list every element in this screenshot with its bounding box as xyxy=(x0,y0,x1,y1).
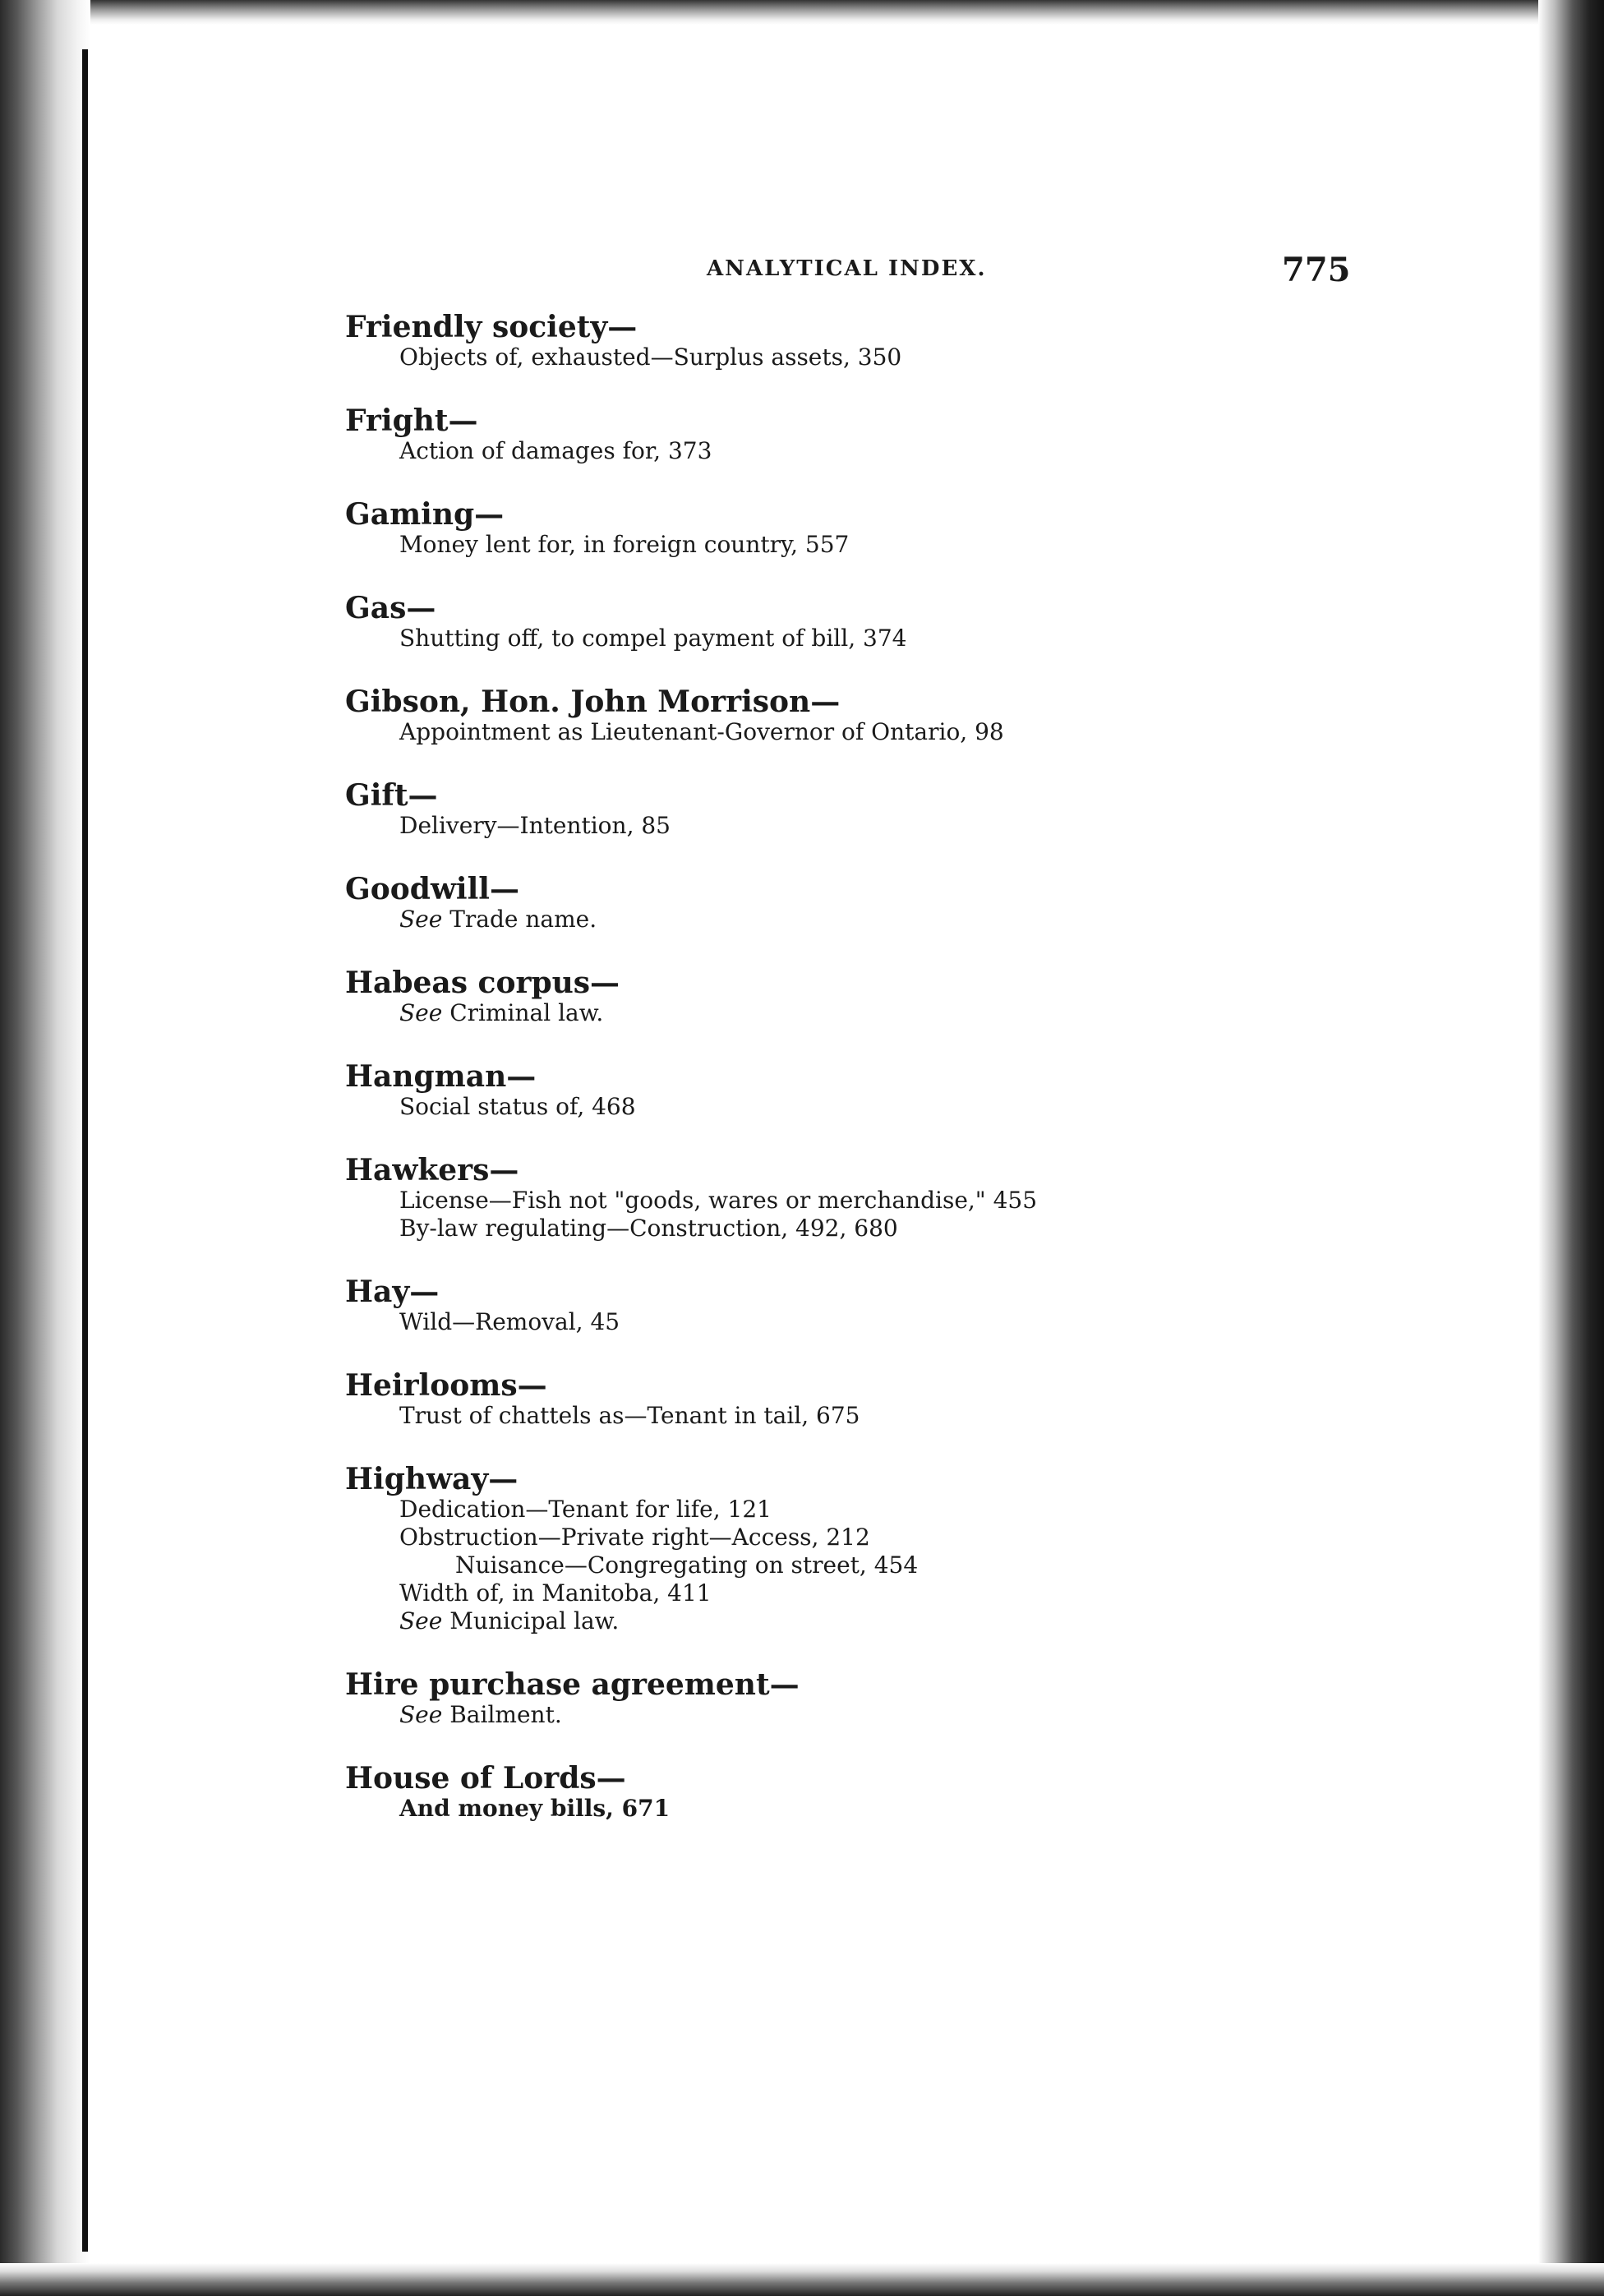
index-term: Fright— xyxy=(345,403,478,438)
subentry-text: Trade name. xyxy=(449,906,597,933)
index-subentry xyxy=(345,1308,1413,1336)
subentry-text: Width of, in Manitoba, 411 xyxy=(399,1579,712,1607)
index-term: Hawkers— xyxy=(345,1153,519,1187)
index-entry xyxy=(345,1154,1413,1243)
index-term: House of Lords— xyxy=(345,1761,626,1796)
index-entry xyxy=(345,1060,1413,1121)
index-list xyxy=(345,311,1413,1823)
subentry-text: Trust of chattels as—Tenant in tail, 675 xyxy=(399,1402,860,1429)
index-term: Friendly society— xyxy=(345,310,638,344)
index-entry xyxy=(345,1369,1413,1430)
subentry-text: Money lent for, in foreign country, 557 xyxy=(399,531,850,558)
index-entry xyxy=(345,1762,1413,1823)
see-reference-label: See xyxy=(399,906,443,933)
index-subentry xyxy=(345,531,1413,559)
index-subentry xyxy=(345,437,1413,465)
subentry-text: Criminal law. xyxy=(449,999,604,1026)
subentry-text: License—Fish not "goods, wares or merchandise," 455 xyxy=(399,1187,1038,1214)
index-subentry xyxy=(345,625,1413,652)
subentry-text: Dedication—Tenant for life, 121 xyxy=(399,1496,772,1523)
page-number: 775 xyxy=(1282,251,1351,289)
index-subentry xyxy=(345,906,1413,934)
index-subentry xyxy=(345,1607,1413,1635)
index-entry xyxy=(345,1463,1413,1635)
index-term: Hay— xyxy=(345,1275,440,1309)
index-entry xyxy=(345,779,1413,840)
index-entry xyxy=(345,1668,1413,1729)
subentry-text: Nuisance—Congregating on street, 454 xyxy=(455,1551,919,1579)
scan-edge-bottom xyxy=(0,2263,1604,2296)
index-subentry xyxy=(345,1795,1413,1823)
index-entry xyxy=(345,498,1413,559)
index-term: Heirlooms— xyxy=(345,1368,547,1403)
index-subentry xyxy=(345,1187,1413,1215)
subentry-text: By-law regulating—Construction, 492, 680 xyxy=(399,1215,898,1242)
subentry-text: Social status of, 468 xyxy=(399,1093,636,1120)
binding-shadow xyxy=(82,49,88,2252)
subentry-text: And money bills, 671 xyxy=(399,1795,671,1822)
index-subentry xyxy=(345,1701,1413,1729)
index-entry xyxy=(345,873,1413,934)
index-term: Hire purchase agreement— xyxy=(345,1667,800,1702)
subentry-text: Wild—Removal, 45 xyxy=(399,1308,620,1335)
index-subentry xyxy=(345,812,1413,840)
index-entry xyxy=(345,592,1413,652)
index-subentry xyxy=(345,1551,1413,1579)
index-subentry xyxy=(345,1093,1413,1121)
index-entry xyxy=(345,1275,1413,1336)
subentry-text: Appointment as Lieutenant-Governor of Ontario, 98 xyxy=(399,718,1004,745)
index-subentry xyxy=(345,1579,1413,1607)
see-reference-label: See xyxy=(399,1701,443,1728)
scan-edge-top xyxy=(0,0,1604,25)
index-term: Gas— xyxy=(345,591,436,625)
scan-edge-left xyxy=(0,0,90,2296)
index-subentry xyxy=(345,999,1413,1027)
index-entry xyxy=(345,966,1413,1027)
subentry-text: Shutting off, to compel payment of bill, 374 xyxy=(399,625,907,652)
scan-edge-right xyxy=(1538,0,1604,2296)
index-term: Gift— xyxy=(345,778,438,813)
index-term: Gaming— xyxy=(345,497,505,532)
subentry-text: Objects of, exhausted—Surplus assets, 350 xyxy=(399,343,902,371)
see-reference-label: See xyxy=(399,999,443,1026)
index-entry xyxy=(345,685,1413,746)
index-subentry xyxy=(345,718,1413,746)
see-reference-label: See xyxy=(399,1607,443,1634)
index-term: Goodwill— xyxy=(345,872,519,906)
subentry-text: Delivery—Intention, 85 xyxy=(399,812,671,839)
index-term: Hangman— xyxy=(345,1059,537,1094)
index-term: Gibson, Hon. John Morrison— xyxy=(345,685,841,719)
index-subentry xyxy=(345,1402,1413,1430)
subentry-text: Obstruction—Private right—Access, 212 xyxy=(399,1524,870,1551)
subentry-text: Action of damages for, 373 xyxy=(399,437,712,464)
index-term: Habeas corpus— xyxy=(345,966,620,1000)
index-subentry xyxy=(345,343,1413,371)
index-subentry xyxy=(345,1215,1413,1243)
index-subentry xyxy=(345,1524,1413,1551)
subentry-text: Bailment. xyxy=(449,1701,562,1728)
subentry-text: Municipal law. xyxy=(449,1607,620,1634)
running-header: ANALYTICAL INDEX. xyxy=(707,256,987,281)
index-term: Highway— xyxy=(345,1462,519,1496)
index-subentry xyxy=(345,1496,1413,1524)
index-entry xyxy=(345,311,1413,371)
index-entry xyxy=(345,404,1413,465)
